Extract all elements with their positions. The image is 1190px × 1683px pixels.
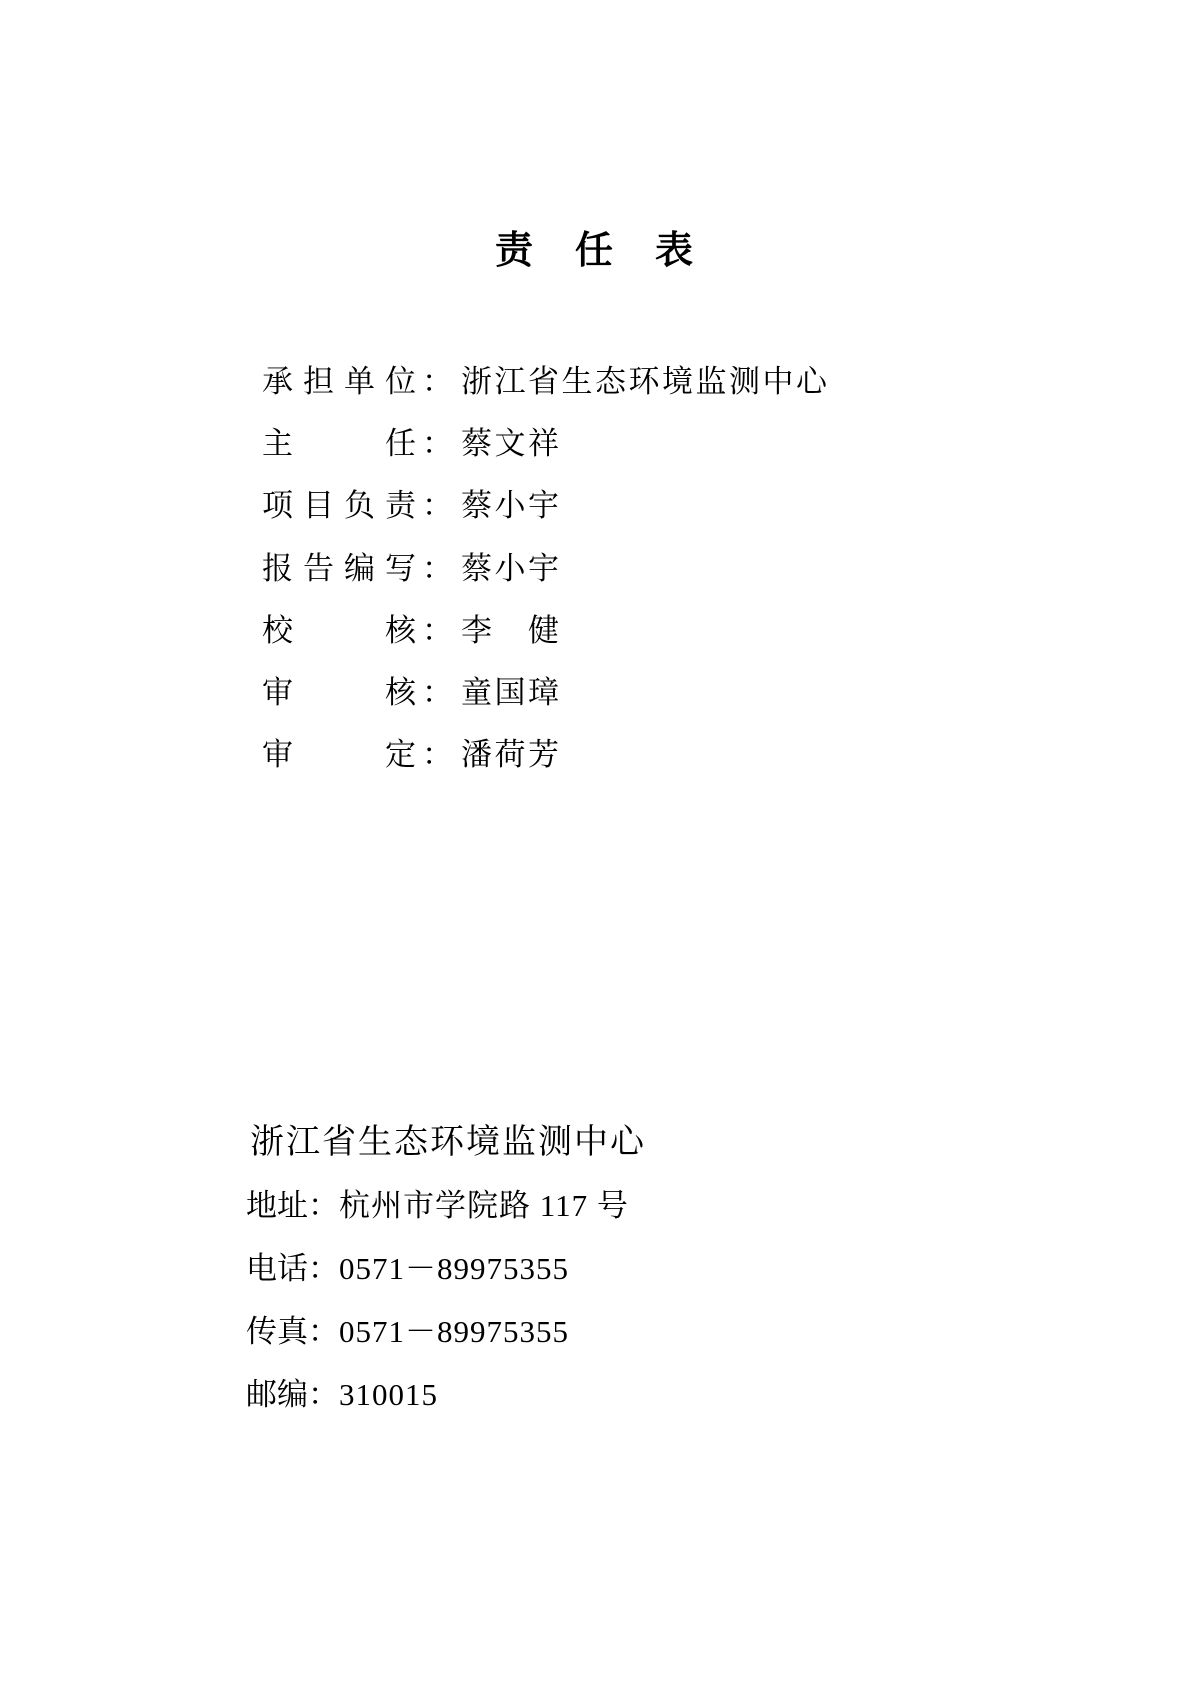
contact-label: 地址 [246,1188,308,1223]
resp-row-label: 审 定 [262,737,416,773]
resp-row-value: 潘荷芳 [461,737,562,773]
contact-line-postcode [246,1363,646,1426]
resp-row-reviewer [262,658,830,720]
resp-row-label: 校 核 [262,612,416,648]
resp-row-label: 项 目 负 责 [262,488,416,524]
resp-row-report-writer [262,534,830,596]
resp-row-label: 承 担 单 位 [262,363,416,399]
contact-label: 传真 [246,1314,308,1349]
resp-row-label: 主 任 [262,425,416,461]
contact-colon: ： [308,1314,339,1349]
resp-row-director [262,409,830,471]
responsibility-list [262,347,830,783]
contact-label: 电话 [246,1251,308,1286]
contact-line-address [246,1174,646,1237]
resp-row-value: 李 健 [461,612,562,648]
contact-value: 0571－89975355 [339,1314,569,1349]
resp-row-label: 报 告 编 写 [262,550,416,586]
resp-row-value: 蔡文祥 [461,425,562,461]
contact-colon: ： [308,1251,339,1286]
resp-row-colon: ： [422,488,453,524]
contact-value: 310015 [339,1377,438,1412]
contact-line-phone [246,1237,646,1300]
resp-row-project-lead [262,472,830,534]
contact-colon: ： [308,1188,339,1223]
contact-colon: ： [308,1377,339,1412]
resp-row-approver [262,721,830,783]
resp-row-undertaking-unit [262,347,830,409]
resp-row-value: 蔡小宇 [461,550,562,586]
contact-value: 0571－89975355 [339,1251,569,1286]
resp-row-value: 童国璋 [461,675,562,711]
resp-row-colon: ： [422,363,453,399]
resp-row-checker [262,596,830,658]
page-title: 责 任 表 [494,230,695,272]
resp-row-value: 蔡小宇 [461,488,562,524]
resp-row-colon: ： [422,612,453,648]
contact-label: 邮编 [246,1377,308,1412]
contact-line-fax [246,1300,646,1363]
resp-row-colon: ： [422,425,453,461]
resp-row-value: 浙江省生态环境监测中心 [461,363,830,399]
resp-row-label: 审 核 [262,675,416,711]
resp-row-colon: ： [422,737,453,773]
organization-name: 浙江省生态环境监测中心 [250,1124,646,1161]
resp-row-colon: ： [422,675,453,711]
contact-value: 杭州市学院路 117 号 [339,1188,629,1223]
contact-block [246,1111,646,1426]
resp-row-colon: ： [422,550,453,586]
